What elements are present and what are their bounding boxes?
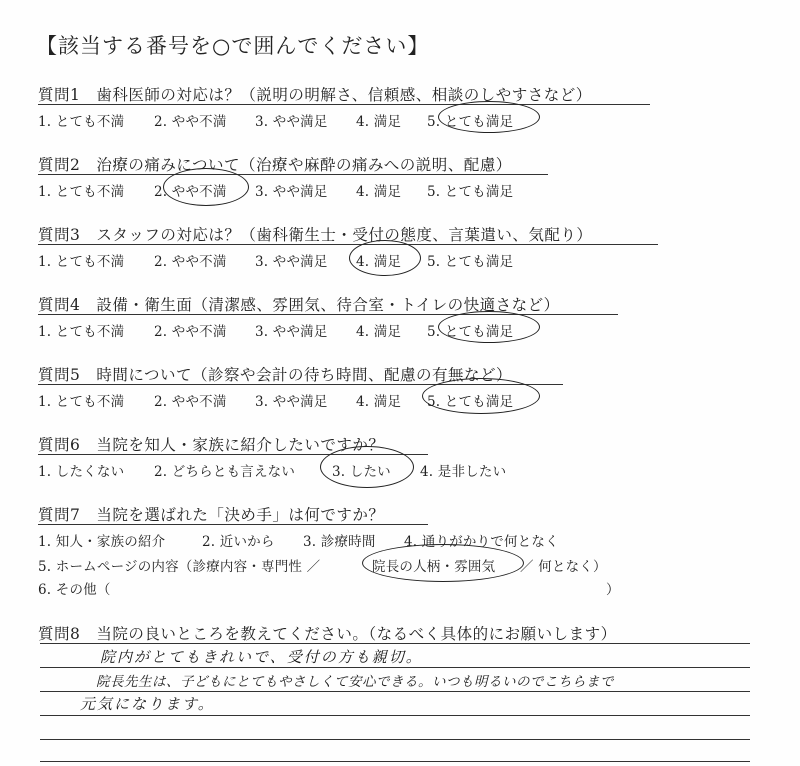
q4-option-3[interactable]: 3. やや満足	[255, 324, 328, 340]
q3-option-4[interactable]: 4. 満足	[356, 254, 402, 270]
q7-option-6-prefix[interactable]: 6. その他（	[38, 582, 111, 598]
q6-option-1[interactable]: 1. したくない	[38, 464, 125, 480]
q7-option-5-suffix[interactable]: ／ 何となく）	[520, 559, 607, 575]
question-7-underline	[38, 524, 428, 525]
q2-option-3[interactable]: 3. やや満足	[255, 184, 328, 200]
question-8-label: 質問8 当院の良いところを教えてください。（なるべく具体的にお願いします）	[38, 625, 617, 643]
question-1-label: 質問1 歯科医師の対応は？（説明の明解さ、信頼感、相談のしやすさなど）	[38, 86, 592, 104]
q3-answer-circle	[349, 240, 421, 276]
answer-line-5	[40, 739, 750, 740]
question-2-underline	[38, 174, 548, 175]
q3-option-2[interactable]: 2. やや不満	[154, 254, 227, 270]
q4-answer-circle	[438, 311, 540, 343]
q1-option-2[interactable]: 2. やや不満	[154, 114, 227, 130]
q1-option-5[interactable]: 5. とても満足	[427, 114, 514, 130]
q1-answer-circle	[438, 101, 540, 133]
q7-option-2[interactable]: 2. 近いから	[202, 534, 275, 550]
question-2-label: 質問2 治療の痛みについて（治療や麻酔の痛みへの説明、配慮）	[38, 156, 512, 174]
handwritten-answer-line-3: 元気になります。	[80, 695, 215, 713]
q5-option-4[interactable]: 4. 満足	[356, 394, 402, 410]
q1-option-3[interactable]: 3. やや満足	[255, 114, 328, 130]
q4-option-5[interactable]: 5. とても満足	[427, 324, 514, 340]
question-4-underline	[38, 314, 618, 315]
q5-option-5[interactable]: 5. とても満足	[427, 394, 514, 410]
q7-option-3[interactable]: 3. 診療時間	[303, 534, 376, 550]
q2-option-4[interactable]: 4. 満足	[356, 184, 402, 200]
q3-option-1[interactable]: 1. とても不満	[38, 254, 125, 270]
q5-answer-circle	[422, 378, 540, 414]
q5-option-3[interactable]: 3. やや満足	[255, 394, 328, 410]
answer-line-4	[40, 715, 750, 716]
q3-option-5[interactable]: 5. とても満足	[427, 254, 514, 270]
q7-answer-circle	[362, 544, 524, 582]
page-title: 【該当する番号を○で囲んでください】	[36, 34, 430, 58]
q6-option-4[interactable]: 4. 是非したい	[420, 464, 507, 480]
q6-option-2[interactable]: 2. どちらとも言えない	[154, 464, 296, 480]
question-6-label: 質問6 当院を知人・家族に紹介したいですか？	[38, 436, 385, 454]
question-4-label: 質問4 設備・衛生面（清潔感、雰囲気、待合室・トイレの快適さなど）	[38, 296, 560, 314]
answer-line-6	[40, 761, 750, 762]
q7-option-1[interactable]: 1. 知人・家族の紹介	[38, 534, 166, 550]
handwritten-answer-line-2: 院長先生は、子どもにとてもやさしくて安心できる。いつも明るいのでこちらまで	[96, 674, 614, 690]
q4-option-1[interactable]: 1. とても不満	[38, 324, 125, 340]
q5-option-1[interactable]: 1. とても不満	[38, 394, 125, 410]
q2-answer-circle	[163, 168, 249, 206]
q6-option-3[interactable]: 3. したい	[332, 464, 391, 480]
q4-option-4[interactable]: 4. 満足	[356, 324, 402, 340]
q1-option-1[interactable]: 1. とても不満	[38, 114, 125, 130]
q4-option-2[interactable]: 2. やや不満	[154, 324, 227, 340]
q6-answer-circle	[320, 446, 414, 488]
answer-line-3	[40, 691, 750, 692]
q3-option-3[interactable]: 3. やや満足	[255, 254, 328, 270]
q5-option-2[interactable]: 2. やや不満	[154, 394, 227, 410]
q2-option-1[interactable]: 1. とても不満	[38, 184, 125, 200]
question-7-label: 質問7 当院を選ばれた「決め手」は何ですか？	[38, 506, 385, 524]
handwritten-answer-line-1: 院内がとてもきれいで、受付の方も親切。	[100, 648, 423, 666]
q2-option-5[interactable]: 5. とても満足	[427, 184, 514, 200]
answer-line-2	[40, 667, 750, 668]
question-5-label: 質問5 時間について（診察や会計の待ち時間、配慮の有無など）	[38, 366, 513, 384]
question-3-label: 質問3 スタッフの対応は？（歯科衛生士・受付の態度、言葉遣い、気配り）	[38, 226, 593, 244]
question-1-underline	[38, 104, 650, 105]
q2-option-2[interactable]: 2. やや不満	[154, 184, 227, 200]
question-3-underline	[38, 244, 658, 245]
q1-option-4[interactable]: 4. 満足	[356, 114, 402, 130]
q7-option-6-suffix: ）	[606, 582, 620, 598]
answer-line-1	[40, 643, 750, 644]
q7-option-5-circled[interactable]: 院長の人柄・雰囲気	[372, 559, 496, 575]
q7-option-5-prefix[interactable]: 5. ホームページの内容（診療内容・専門性 ／	[38, 559, 321, 575]
q7-option-4[interactable]: 4. 通りがかりで何となく	[404, 534, 559, 550]
